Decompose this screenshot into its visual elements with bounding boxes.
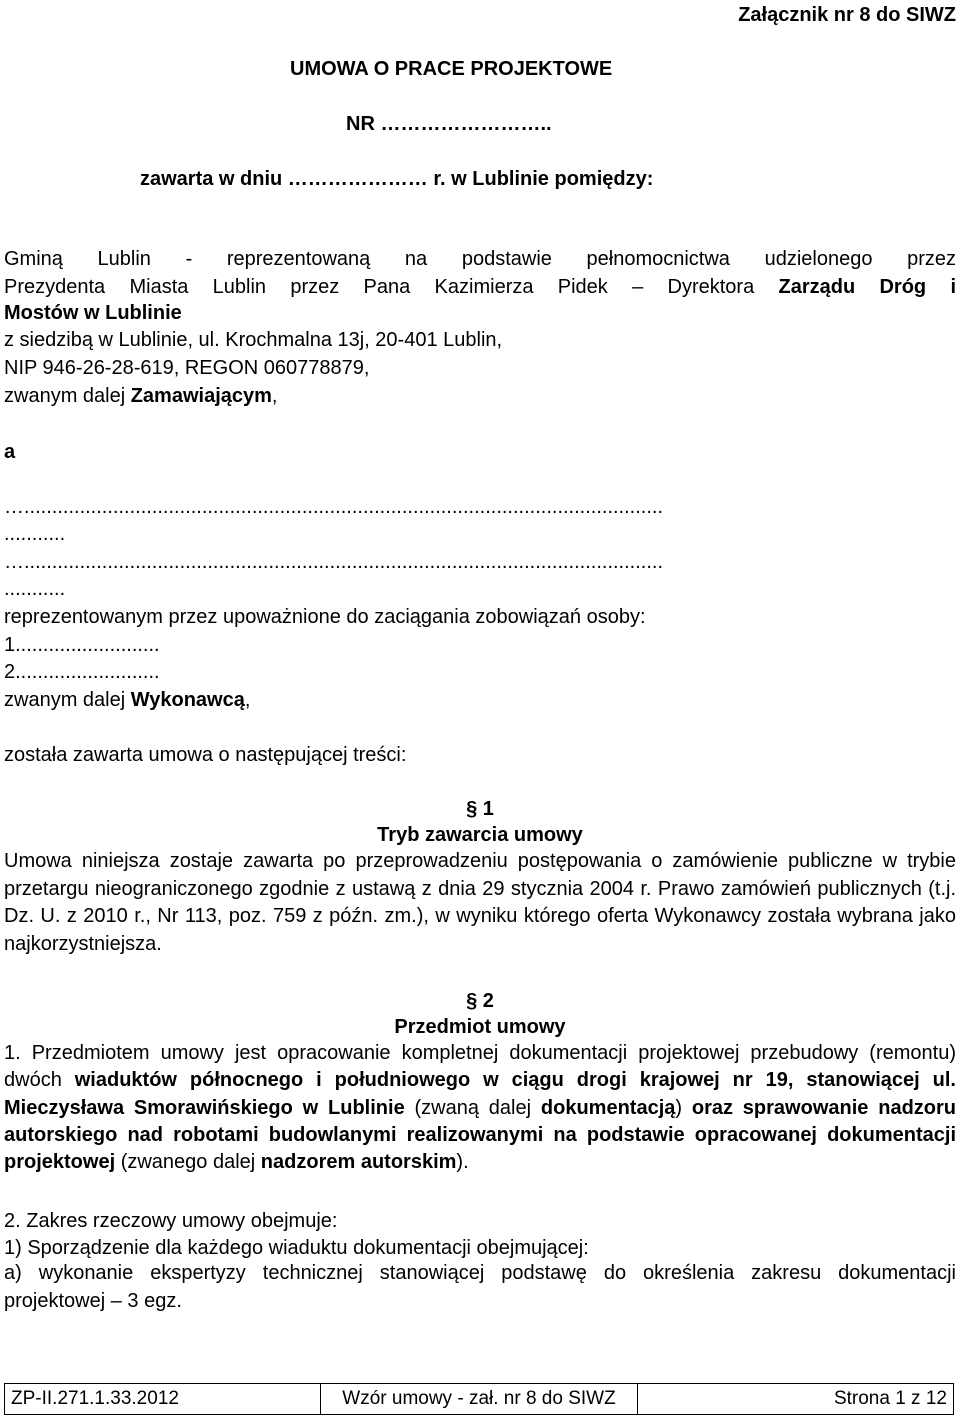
s2-p1-text-e: ) xyxy=(675,1096,692,1119)
section2-number: § 2 xyxy=(466,990,494,1012)
s2-p1-bold-b: wiaduktów północnego i południowego w ciągu drogi krajowej nr 19, stanowiącej ul. Mieczysława Smorawińskiego w Lublinie xyxy=(4,1069,956,1119)
section2-heading: Przedmiot umowy xyxy=(394,1016,566,1038)
section2-paragraph1 xyxy=(4,1040,956,1176)
party2-dots4: ........... xyxy=(4,578,66,600)
party1-line2 xyxy=(4,274,956,300)
s2-p1-bold-h: nadzorem autorskim xyxy=(260,1151,457,1174)
party2-called-suffix: , xyxy=(244,689,251,711)
party1-line4: z siedzibą w Lublinie, ul. Krochmalna 13j, 20-401 Lublin, xyxy=(4,329,503,351)
section1-heading: Tryb zawarcia umowy xyxy=(377,824,583,846)
party1-line3: Mostów w Lublinie xyxy=(4,302,182,324)
party2-represented: reprezentowanym przez upoważnione do zaciągania zobowiązań osoby: xyxy=(4,606,646,628)
document-title: UMOWA O PRACE PROJEKTOWE xyxy=(290,58,613,80)
party1-line1: Gminą Lublin - reprezentowaną na podstawie pełnomocnictwa udzielonego przez xyxy=(4,248,956,270)
section1-number: § 1 xyxy=(466,798,494,820)
footer-document-name: Wzór umowy - zał. nr 8 do SIWZ xyxy=(321,1384,637,1414)
s2-p1-text-g: (zwanego dalej xyxy=(115,1151,261,1174)
s2-p1-bold-d: dokumentacją xyxy=(540,1096,676,1119)
party1-line6-suffix: , xyxy=(271,385,278,407)
and-word: a xyxy=(4,441,16,463)
party1-line6-text: zwanym dalej xyxy=(4,385,131,407)
s2-p1-text-c: (zwaną dalej xyxy=(404,1096,541,1119)
section2-paragraph3: 1) Sporządzenie dla każdego wiaduktu dokumentacji obejmującej: xyxy=(4,1237,589,1259)
intro-line: została zawarta umowa o następującej treści: xyxy=(4,744,407,766)
party1-line2-text: Prezydenta Miasta Lublin przez Pana Kazimierza Pidek – Dyrektora xyxy=(4,276,779,298)
section2-paragraph4: a) wykonanie ekspertyzy technicznej stanowiącej podstawę do określenia zakresu dokumentacji projektowej – 3 egz. xyxy=(4,1262,956,1312)
party2-dots2: ........... xyxy=(4,523,66,545)
party2-called xyxy=(4,687,250,713)
party1-line5: NIP 946-26-28-619, REGON 060778879, xyxy=(4,357,370,379)
party2-role-bold: Wykonawcą xyxy=(130,689,245,711)
party2-dots1: …................................................................................................................... xyxy=(4,496,664,518)
party2-called-text: zwanym dalej xyxy=(4,689,131,711)
party1-line6 xyxy=(4,383,277,409)
party2-person1: 1.......................... xyxy=(4,634,160,656)
footer-reference: ZP-II.271.1.33.2012 xyxy=(5,1384,321,1414)
page-footer xyxy=(4,1383,954,1415)
annex-label: Załącznik nr 8 do SIWZ xyxy=(738,4,956,26)
s2-p1-text-i: ). xyxy=(456,1151,469,1174)
party1-role-bold: Zamawiającym xyxy=(130,385,272,407)
s2-p1-text-a: 1. Przedmiotem umowy jest opracowanie kompletnej dokumentacji projektowej przebudowy (remontu) dwóch xyxy=(4,1042,956,1092)
section1-text: Umowa niniejsza zostaje zawarta po przeprowadzeniu postępowania o zamówienie publiczne w trybie przetargu nieograniczonego zgodnie z ustawą z dnia 29 stycznia 2004 r. Prawo zamówień publicznych (t.j. Dz. U. z 2010 r., Nr 113, poz. 759 z późn. zm.), w wyniku którego oferta Wykonawcy została wybrana jako najkorzystniejsza. xyxy=(4,850,956,955)
party2-person2: 2.......................... xyxy=(4,661,160,683)
section2-paragraph2: 2. Zakres rzeczowy umowy obejmuje: xyxy=(4,1210,338,1232)
concluded-line: zawarta w dniu ………………… r. w Lublinie pomiędzy: xyxy=(140,168,654,190)
s2-p1-bold-f: oraz sprawowanie nadzoru autorskiego nad robotami budowlanymi realizowanymi na podstawie opracowanej dokumentacji projektowej xyxy=(4,1096,956,1174)
footer-page-number: Strona 1 z 12 xyxy=(833,1388,947,1409)
contract-number: NR …………………….. xyxy=(346,113,552,135)
party1-line2-bold: Zarządu Dróg i xyxy=(778,276,957,298)
party2-dots3: …................................................................................................................... xyxy=(4,551,664,573)
